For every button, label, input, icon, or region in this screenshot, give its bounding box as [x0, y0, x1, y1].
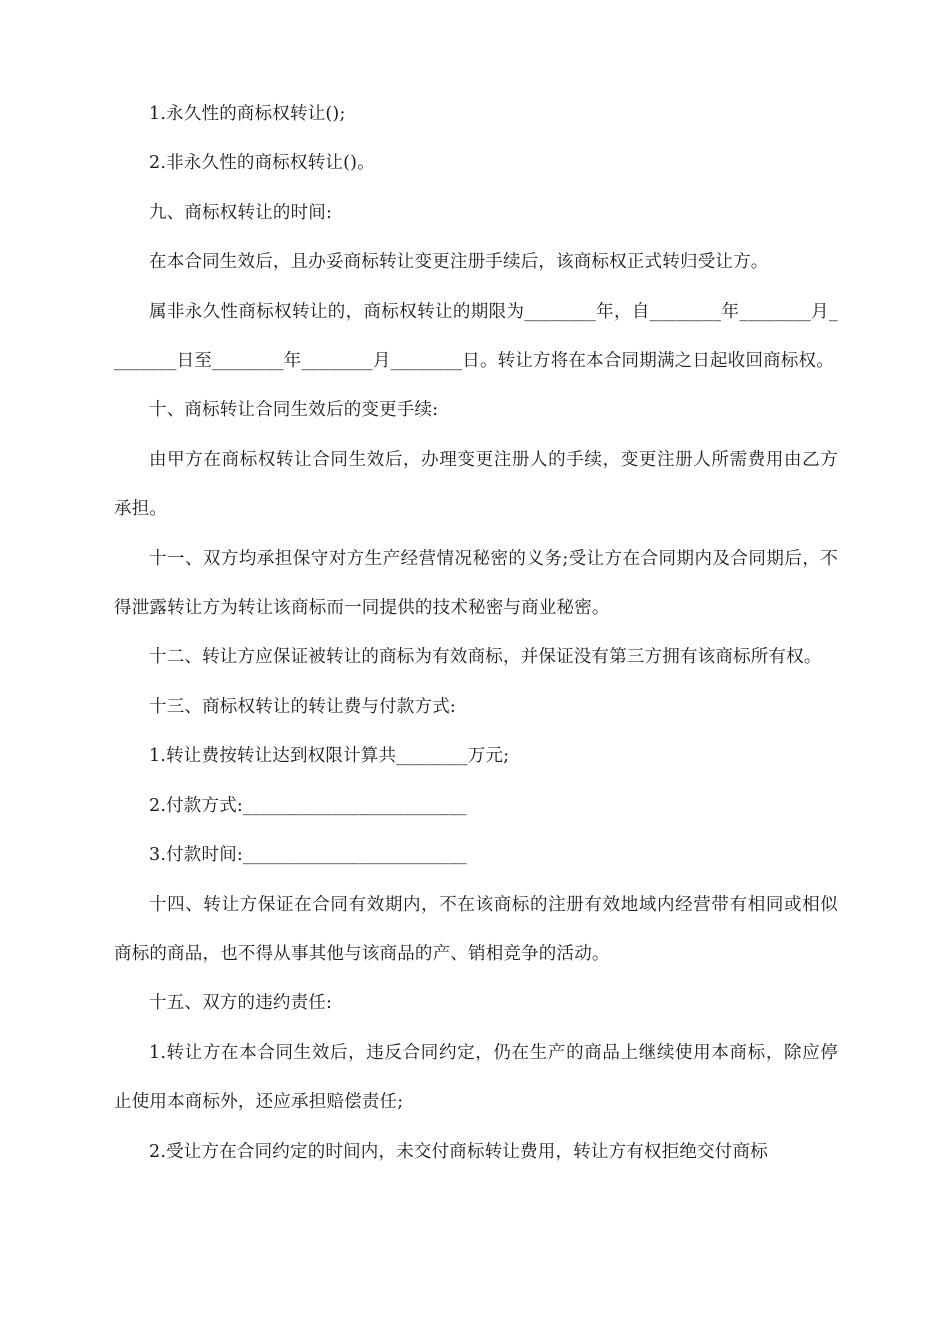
section-heading: 十五、双方的违约责任: [149, 993, 333, 1014]
section-heading: 九、商标权转让的时间: [149, 202, 333, 223]
paragraph: 1.永久性的商标权转让(); [149, 104, 346, 124]
section-heading: 十一、双方均承担保守对方生产经营情况秘密的义务;受让方在合同期内及合同期后，不得泄露转让方为转让该商标而一同提供的技术秘密与商业秘密。 [114, 548, 838, 619]
document-body [114, 90, 838, 1177]
section-heading: 十四、转让方保证在合同有效期内，不在该商标的注册有效地域内经营带有相同或相似商标的商品，也不得从事其他与该商品的产、销相竞争的活动。 [114, 894, 838, 964]
paragraph: 1.转让费按转让达到权限计算共________万元; [149, 746, 510, 767]
section-heading: 十三、商标权转让的转让费与付款方式: [149, 696, 456, 717]
paragraph: 2.受让方在合同约定的时间内，未交付商标转让费用，转让方有权拒绝交付商标 [149, 1141, 768, 1162]
paragraph: 1.转让方在本合同生效后，违反合同约定，仍在生产的商品上继续使用本商标，除应停止使用本商标外，还应承担赔偿责任; [114, 1042, 838, 1113]
paragraph: 2.非永久性的商标权转让()。 [149, 153, 375, 174]
section-heading: 十二、转让方应保证被转让的商标为有效商标，并保证没有第三方拥有该商标所有权。 [149, 647, 822, 668]
paragraph: 属非永久性商标权转让的，商标权转让的期限为________年，自________年________月________日至________年________月________日。转让方将在本合同期满之日起收回商标权。 [114, 301, 838, 372]
paragraph: 由甲方在商标权转让合同生效后，办理变更注册人的手续，变更注册人所需费用由乙方承担。 [114, 449, 838, 520]
section-heading: 十、商标转让合同生效后的变更手续: [149, 400, 439, 421]
paragraph: 3.付款时间:_________________________ [149, 845, 467, 866]
paragraph: 在本合同生效后，且办妥商标转让变更注册手续后，该商标权正式转归受让方。 [149, 252, 769, 273]
paragraph: 2.付款方式:_________________________ [149, 795, 467, 816]
